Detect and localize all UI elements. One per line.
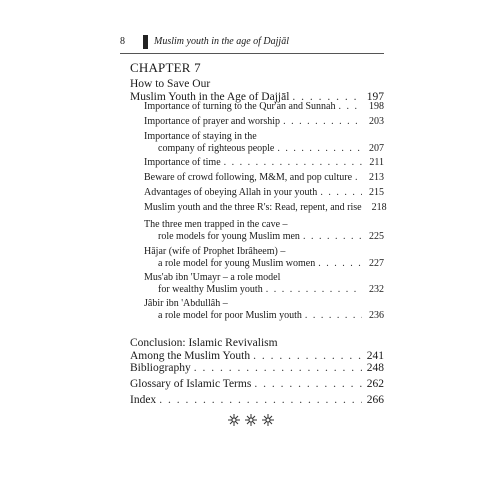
entry-text: Importance of turning to the Qur'an and Sunnah: [144, 101, 336, 112]
toc-entry: [144, 272, 384, 296]
header-rule: [120, 53, 384, 54]
toc-entry-bibliography: [130, 362, 384, 375]
entry-text-line2: for wealthy Muslim youth: [158, 284, 263, 295]
header-bar-ornament: [143, 35, 148, 49]
ornament-icon: [226, 412, 276, 428]
entry-page: 203: [369, 116, 384, 127]
toc-entry: [144, 116, 384, 128]
entry-page: 262: [366, 378, 384, 390]
dot-leader: [277, 143, 362, 155]
toc-entry: [144, 202, 387, 214]
toc-entry: [144, 131, 384, 155]
entry-text: Advantages of obeying Allah in your youth: [144, 187, 318, 198]
entry-text-line2: a role model for young Muslim women: [158, 258, 316, 269]
chapter-title-line2: Muslim Youth in the Age of Dajjāl: [130, 91, 290, 103]
chapter-title-line1: How to Save Our: [130, 78, 211, 90]
entry-text-line1: The three men trapped in the cave –: [144, 219, 288, 230]
entry-page: 215: [369, 187, 384, 198]
dot-leader: [266, 284, 362, 296]
entry-page: 227: [369, 258, 384, 269]
entry-text-line1: Importance of staying in the: [144, 131, 257, 142]
entry-page: 225: [369, 231, 384, 242]
entry-page: 266: [366, 394, 384, 406]
dot-leader: [318, 258, 362, 270]
page-number: 8: [120, 36, 125, 47]
entry-text-line2: Among the Muslim Youth: [130, 350, 251, 362]
entry-text: Index: [130, 394, 157, 406]
toc-entry-index: [130, 394, 384, 407]
dot-leader: [194, 362, 362, 375]
entry-page: 241: [366, 350, 384, 362]
entry-text: Beware of crowd following, M&M, and pop culture: [144, 172, 353, 183]
entry-text-line2: a role model for poor Muslim youth: [158, 310, 302, 321]
toc-entry: [144, 101, 384, 113]
entry-text-line1: Jâbir ibn 'Abdullâh –: [144, 298, 228, 309]
toc-entry: [144, 219, 384, 243]
entry-page: 207: [369, 143, 384, 154]
entry-page: 198: [369, 101, 384, 112]
entry-text-line2: company of righteous people: [158, 143, 275, 154]
dot-leader: [305, 310, 362, 322]
toc-entry-conclusion: [130, 337, 384, 363]
entry-text-line1: Mus'ab ibn 'Umayr – a role model: [144, 272, 281, 283]
entry-page: 248: [366, 362, 384, 374]
toc-entry: [144, 172, 384, 184]
toc-entry-glossary: [130, 378, 384, 391]
entry-page: 236: [369, 310, 384, 321]
chapter-label: CHAPTER 7: [130, 60, 201, 75]
entry-text-line1: Hājar (wife of Prophet Ibrâheem) –: [144, 246, 286, 257]
entry-text: Glossary of Islamic Terms: [130, 378, 252, 390]
toc-entry: [144, 157, 384, 169]
entry-page: 197: [366, 91, 384, 103]
toc-entry: [144, 187, 384, 199]
dot-leader: [254, 378, 362, 391]
running-title: Muslim youth in the age of Dajjāl: [154, 36, 289, 47]
dot-leader: [303, 231, 362, 243]
entry-page: 232: [369, 284, 384, 295]
dot-leader: [224, 157, 362, 169]
dot-leader: [283, 116, 362, 128]
dot-leader: [338, 101, 362, 113]
entry-text-line1: Conclusion: Islamic Revivalism: [130, 337, 278, 349]
entry-text-line2: role models for young Muslim men: [158, 231, 300, 242]
entry-page: 211: [369, 157, 384, 168]
entry-text: Importance of time: [144, 157, 221, 168]
entry-page: 218: [371, 202, 387, 213]
dot-leader: [159, 394, 362, 407]
toc-entry: [144, 246, 384, 270]
toc-entry: [144, 298, 384, 322]
running-header: [120, 35, 385, 51]
entry-text: Importance of prayer and worship: [144, 116, 281, 127]
entry-text: Muslim youth and the three R's: Read, repent, and rise: [144, 202, 362, 213]
entry-text: Bibliography: [130, 362, 191, 374]
entry-page: 213: [369, 172, 384, 183]
dot-leader: [320, 187, 362, 199]
dot-leader: [355, 172, 362, 184]
